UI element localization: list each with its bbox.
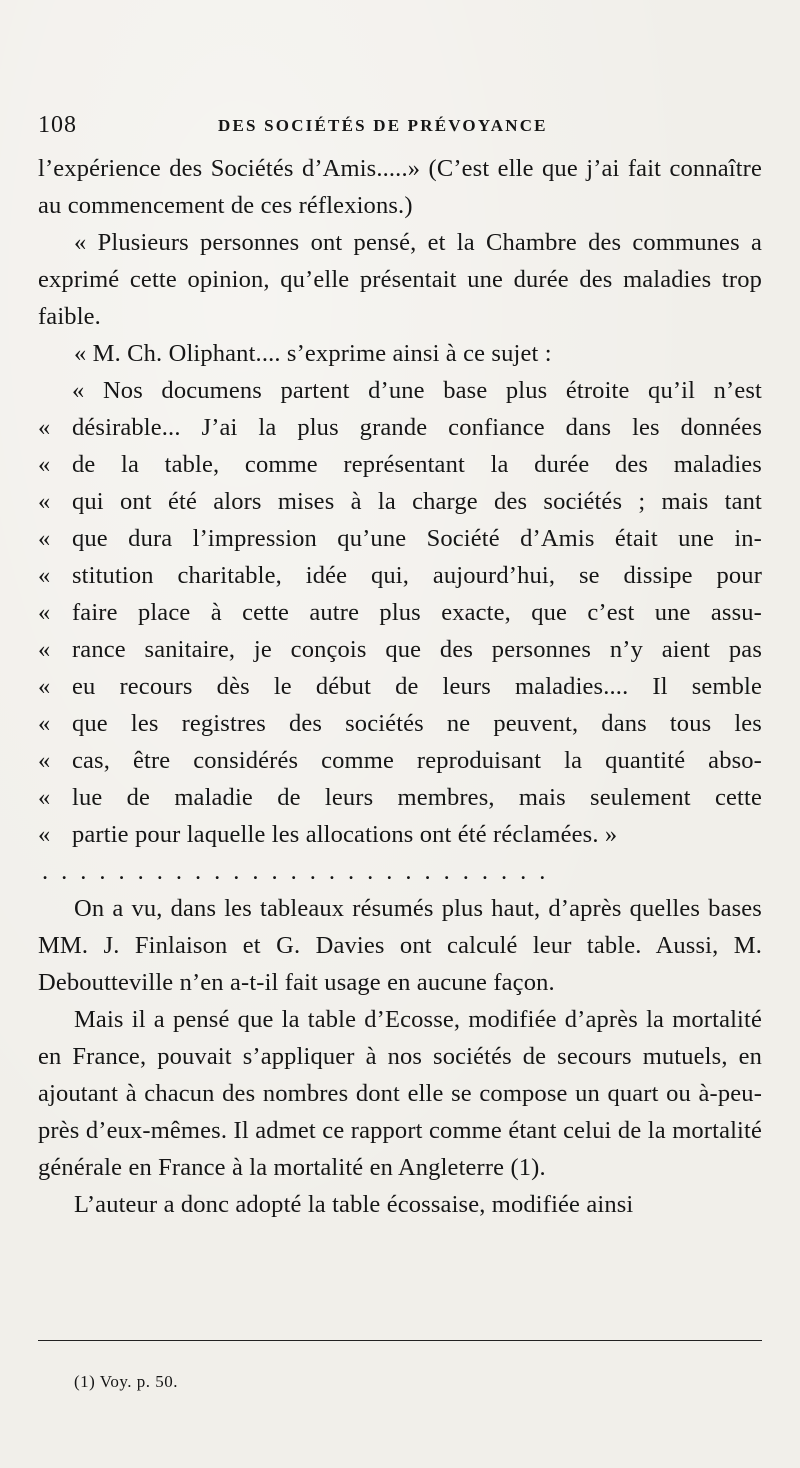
paragraph-6: L’auteur a donc adopté la table écossaise, modifiée ainsi bbox=[74, 1191, 634, 1218]
quote-mark: « bbox=[38, 821, 51, 848]
footnote: (1) Voy. p. 50. bbox=[74, 1372, 178, 1391]
quote-line-text: lue de maladie de leurs membres, mais seulement cette bbox=[72, 784, 762, 811]
quote-line bbox=[38, 557, 762, 594]
paragraph-1: l’expérience des Sociétés d’Amis.....» (C’est elle que j’ai fait connaître au commencement de ces réflexions.) bbox=[38, 155, 762, 219]
quote-line-text: faire place à cette autre plus exacte, que c’est une assu- bbox=[72, 599, 762, 626]
quote-mark: « bbox=[38, 525, 51, 552]
quote-mark: « bbox=[38, 784, 51, 811]
quote-mark: « bbox=[38, 562, 51, 589]
paragraph-5: Mais il a pensé que la table d’Ecosse, modifiée d’après la mortalité en France, pouvait s’appliquer à nos sociétés de secours mutuels, en ajoutant à chacun des nombres dont elle se compose un quart ou à-peu-près d’eux-mêmes. Il admet ce rapport comme étant celui de la mortalité générale en France à la mortalité en Angleterre (1). bbox=[38, 1006, 762, 1181]
quote-mark: « bbox=[38, 488, 51, 515]
footnote-divider bbox=[38, 1340, 762, 1341]
quote-line-text: partie pour laquelle les allocations ont été réclamées. » bbox=[72, 821, 618, 848]
quote-mark: « bbox=[38, 599, 51, 626]
quote-line bbox=[38, 446, 762, 483]
quote-line-text: qui ont été alors mises à la charge des sociétés ; mais tant bbox=[72, 488, 762, 515]
page-number: 108 bbox=[38, 112, 77, 138]
quote-mark: « bbox=[38, 414, 51, 441]
quote-line bbox=[38, 372, 762, 409]
quote-line-text: cas, être considérés comme reproduisant la quantité abso- bbox=[72, 747, 762, 774]
quote-line-text: eu recours dès le début de leurs maladies.... Il semble bbox=[72, 673, 762, 700]
running-title: DES SOCIÉTÉS DE PRÉVOYANCE bbox=[218, 116, 548, 135]
paragraph-3: « M. Ch. Oliphant.... s’exprime ainsi à ce sujet : bbox=[74, 340, 552, 367]
quote-line bbox=[38, 742, 762, 779]
quote-line bbox=[38, 631, 762, 668]
quote-line-text: « Nos documens partent d’une base plus étroite qu’il n’est bbox=[72, 377, 762, 404]
quotation-block bbox=[38, 372, 762, 853]
quote-line bbox=[38, 483, 762, 520]
quote-line-text: stitution charitable, idée qui, aujourd’hui, se dissipe pour bbox=[72, 562, 762, 589]
quote-line bbox=[38, 520, 762, 557]
quote-line bbox=[38, 594, 762, 631]
ellipsis-row: ........................... bbox=[42, 858, 559, 885]
quote-line-text: de la table, comme représentant la durée des maladies bbox=[72, 451, 762, 478]
quote-line-text: que les registres des sociétés ne peuvent, dans tous les bbox=[72, 710, 762, 737]
quote-line bbox=[38, 779, 762, 816]
quote-line bbox=[38, 816, 762, 853]
body-text bbox=[38, 150, 762, 1223]
quote-line bbox=[38, 668, 762, 705]
quote-line-text: que dura l’impression qu’une Société d’Amis était une in- bbox=[72, 525, 762, 552]
quote-line-text: désirable... J’ai la plus grande confiance dans les données bbox=[72, 414, 762, 441]
quote-mark: « bbox=[38, 747, 51, 774]
page-header bbox=[38, 112, 762, 144]
quote-line-text: rance sanitaire, je conçois que des personnes n’y aient pas bbox=[72, 636, 762, 663]
quote-mark: « bbox=[38, 673, 51, 700]
paragraph-4: On a vu, dans les tableaux résumés plus haut, d’après quelles bases MM. J. Finlaison et G. Davies ont calculé leur table. Aussi, M. Deboutteville n’en a-t-il fait usage en aucune façon. bbox=[38, 895, 762, 996]
quote-mark bbox=[38, 372, 72, 409]
quote-mark: « bbox=[38, 451, 51, 478]
paragraph-2: « Plusieurs personnes ont pensé, et la Chambre des communes a exprimé cette opinion, qu’elle présentait une durée des maladies trop faible. bbox=[38, 229, 762, 330]
quote-mark: « bbox=[38, 636, 51, 663]
quote-mark: « bbox=[38, 710, 51, 737]
quote-line bbox=[38, 409, 762, 446]
quote-line bbox=[38, 705, 762, 742]
